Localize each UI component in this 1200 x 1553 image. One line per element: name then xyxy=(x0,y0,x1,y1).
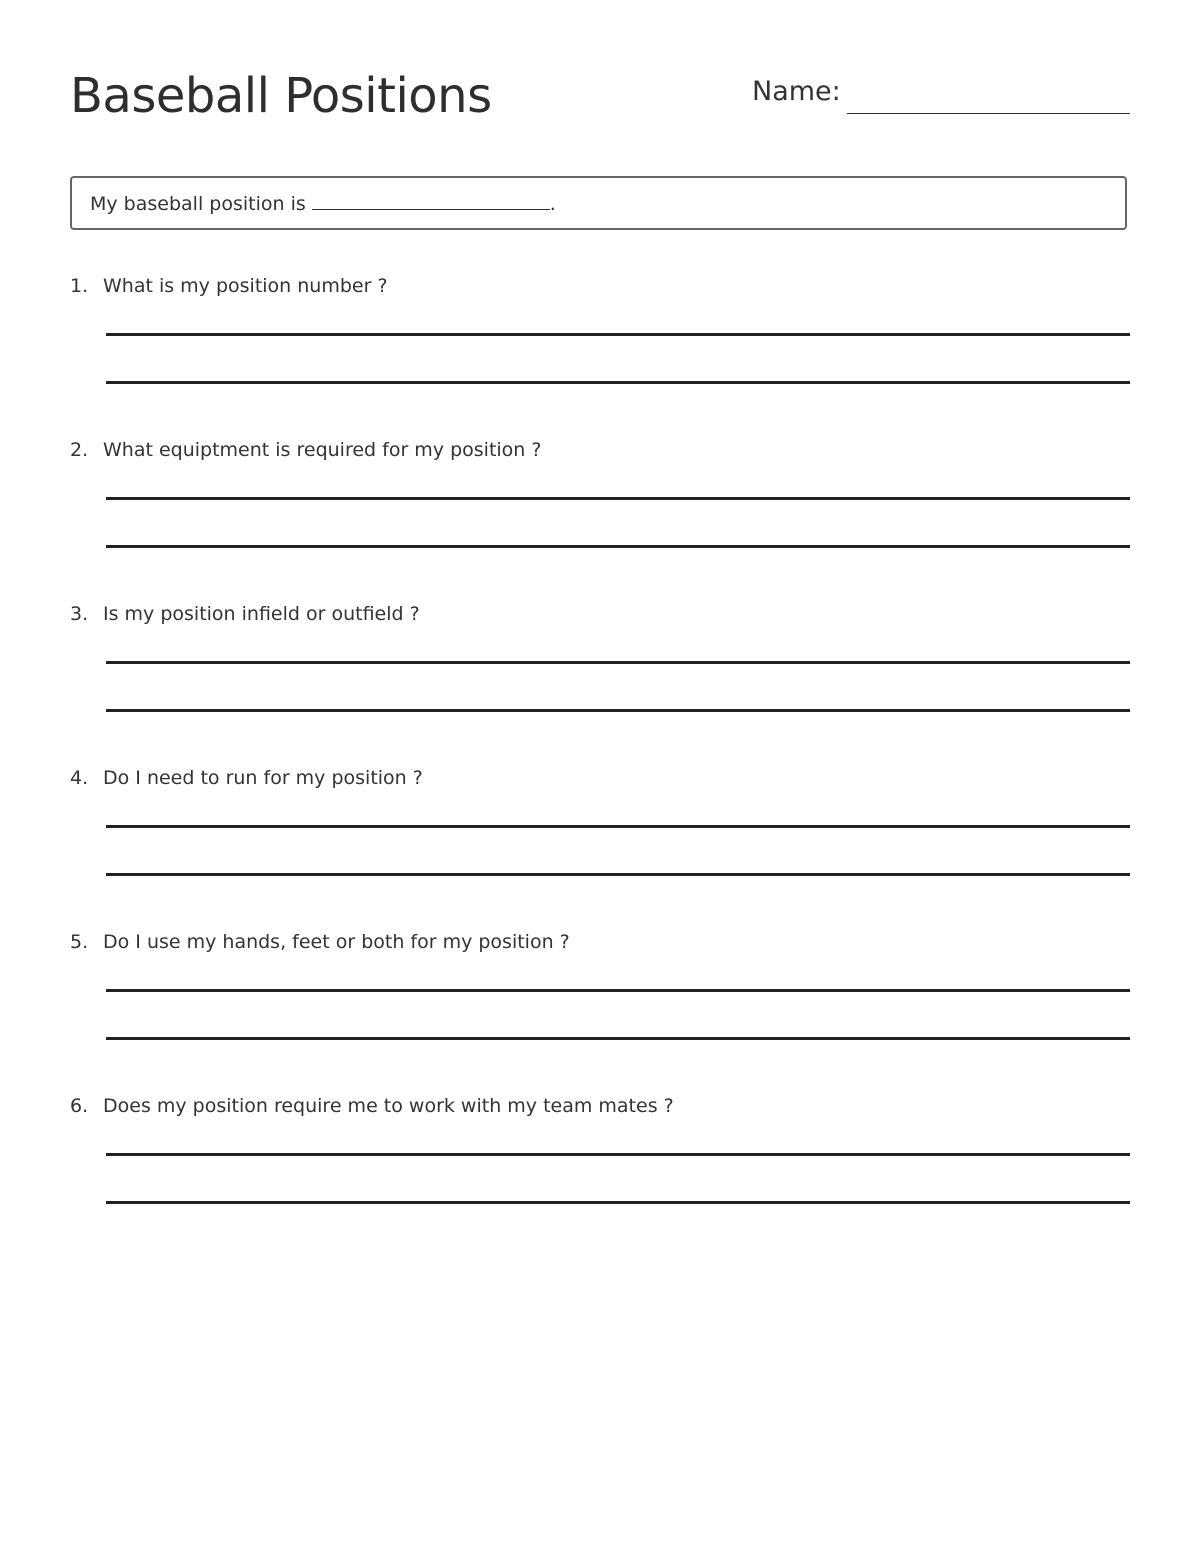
question-item xyxy=(70,275,1130,425)
question-text: Do I need to run for my position ? xyxy=(103,767,423,789)
answer-line[interactable] xyxy=(106,497,1130,500)
answer-line[interactable] xyxy=(106,1153,1130,1156)
question-text: What equiptment is required for my position ? xyxy=(103,439,542,461)
name-blank-line[interactable] xyxy=(847,113,1130,114)
answer-line[interactable] xyxy=(106,1037,1130,1040)
question-item xyxy=(70,1095,1130,1245)
answer-line[interactable] xyxy=(106,661,1130,664)
question-item xyxy=(70,931,1130,1081)
question-text: What is my position number ? xyxy=(103,275,388,297)
question-number: 3. xyxy=(70,603,89,625)
answer-line[interactable] xyxy=(106,333,1130,336)
question-text: Is my position infield or outfield ? xyxy=(103,603,420,625)
question-item xyxy=(70,603,1130,753)
question-number: 1. xyxy=(70,275,89,297)
position-statement-suffix: . xyxy=(549,193,556,215)
question-text: Does my position require me to work with my team mates ? xyxy=(103,1095,674,1117)
page-title: Baseball Positions xyxy=(70,68,492,124)
name-field xyxy=(752,76,1130,116)
question-number: 5. xyxy=(70,931,89,953)
question-number: 4. xyxy=(70,767,89,789)
question-text: Do I use my hands, feet or both for my position ? xyxy=(103,931,570,953)
question-item xyxy=(70,439,1130,589)
position-blank-line[interactable] xyxy=(312,191,550,210)
position-statement-box xyxy=(70,176,1127,230)
position-statement-prefix: My baseball position is xyxy=(90,193,306,215)
question-item xyxy=(70,767,1130,917)
question-number: 6. xyxy=(70,1095,89,1117)
answer-line[interactable] xyxy=(106,989,1130,992)
answer-line[interactable] xyxy=(106,545,1130,548)
answer-line[interactable] xyxy=(106,1201,1130,1204)
answer-line[interactable] xyxy=(106,873,1130,876)
position-statement xyxy=(90,191,556,215)
answer-line[interactable] xyxy=(106,381,1130,384)
answer-line[interactable] xyxy=(106,825,1130,828)
name-label: Name: xyxy=(752,76,841,107)
question-number: 2. xyxy=(70,439,89,461)
answer-line[interactable] xyxy=(106,709,1130,712)
